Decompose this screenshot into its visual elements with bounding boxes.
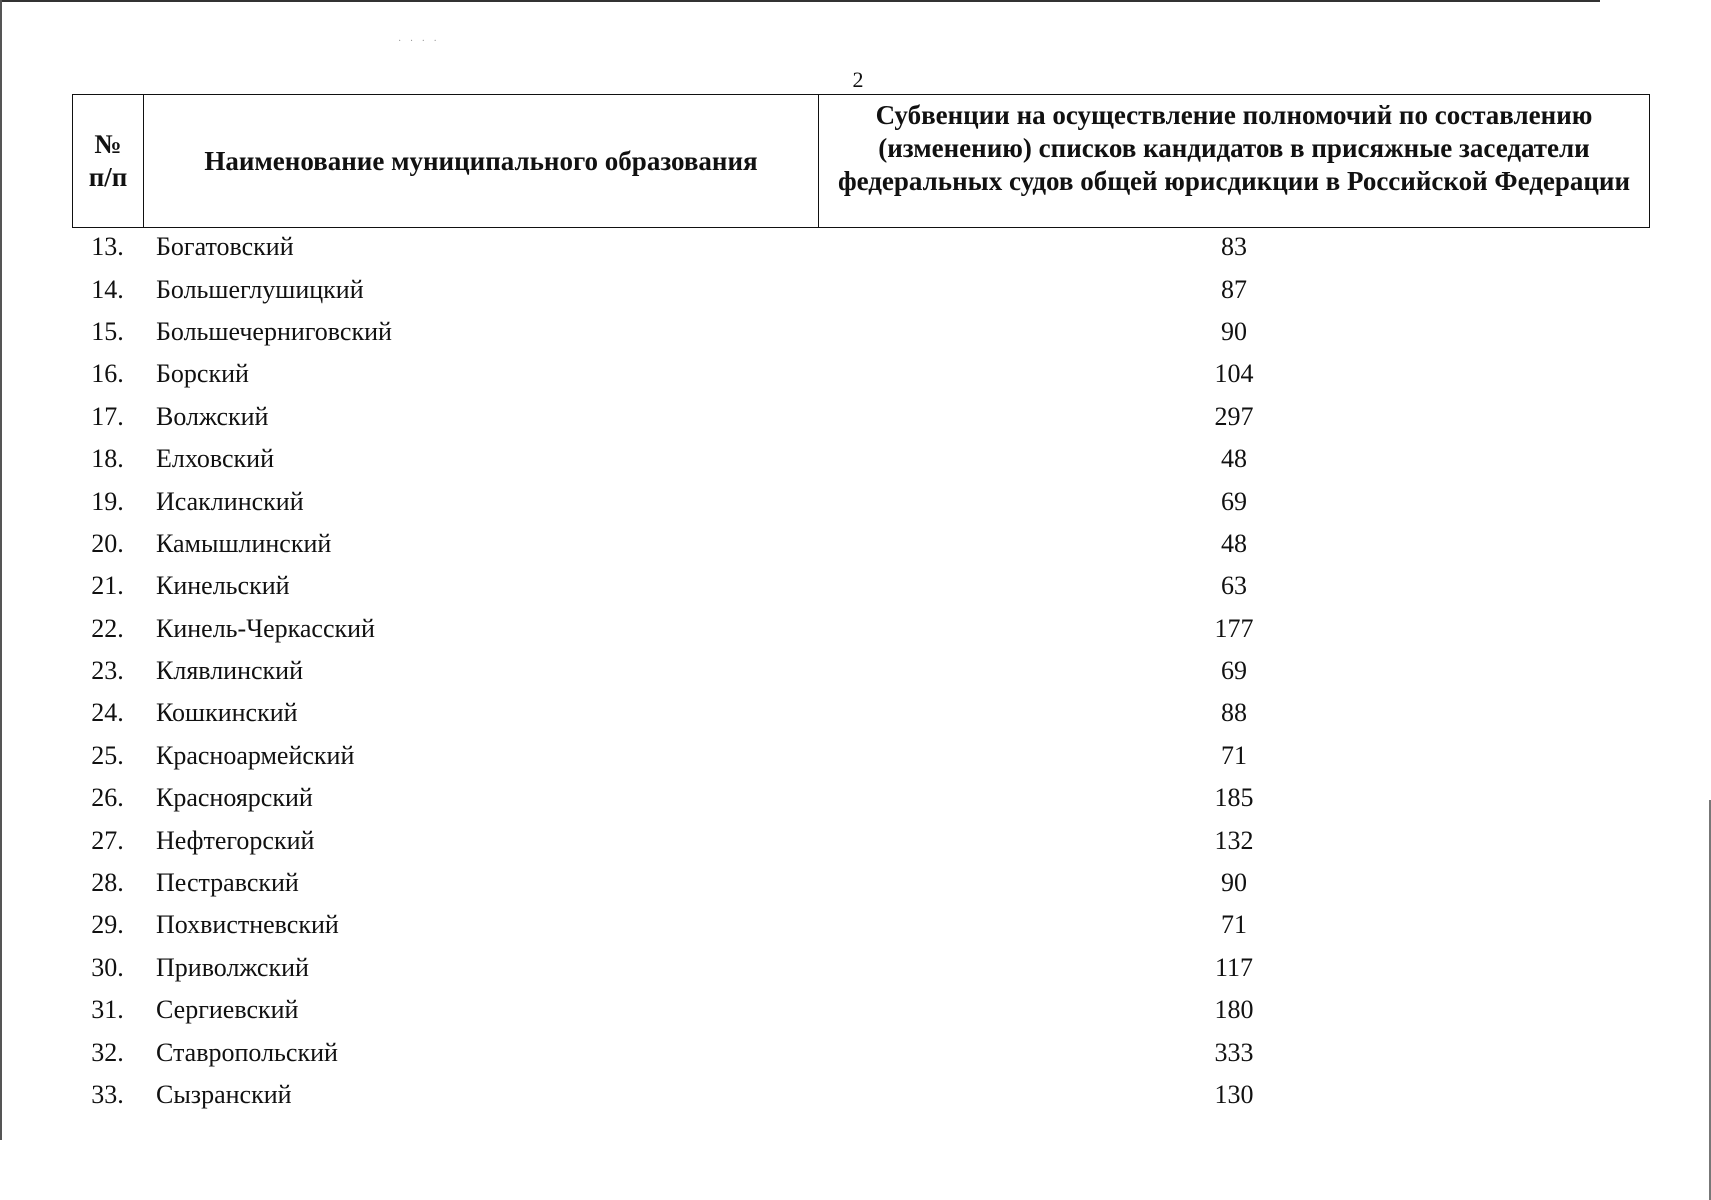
- row-number: 14.: [91, 274, 124, 304]
- row-municipality-name: Красноармейский: [156, 740, 355, 770]
- row-municipality-name: Нефтегорский: [156, 825, 315, 855]
- table-row: [72, 1031, 1650, 1073]
- row-number: 25.: [91, 740, 124, 770]
- row-subvention-value: 177: [1214, 613, 1254, 643]
- row-municipality-name: Кошкинский: [156, 698, 298, 728]
- table-row: [72, 438, 1650, 480]
- table-row: [72, 523, 1650, 565]
- row-subvention-value: 83: [1221, 232, 1247, 262]
- row-municipality-name: Сергиевский: [156, 995, 299, 1025]
- table-row: [72, 989, 1650, 1031]
- scan-noise: · · · ·: [398, 36, 440, 47]
- table-row: [72, 650, 1650, 692]
- table-row: [72, 904, 1650, 946]
- row-number: 32.: [91, 1037, 124, 1067]
- row-municipality-name: Похвистневский: [156, 910, 339, 940]
- row-subvention-value: 130: [1214, 1080, 1254, 1109]
- row-number: 27.: [91, 825, 124, 855]
- header-number: [73, 95, 144, 227]
- row-municipality-name: Красноярский: [156, 783, 313, 813]
- table-row: [72, 608, 1650, 650]
- row-number: 18.: [91, 444, 124, 474]
- row-subvention-value: 132: [1214, 825, 1254, 855]
- row-municipality-name: Большечерниговский: [156, 316, 392, 346]
- table-row: [72, 777, 1650, 819]
- row-number: 16.: [91, 359, 124, 389]
- row-municipality-name: Пестравский: [156, 868, 299, 898]
- table-row: [72, 1074, 1650, 1116]
- header-subvention-label: Субвенции на осуществление полномочий по составлению (изменению) списков кандидатов в присяжные заседатели федеральных судов общей юрисдикции в Российской Федерации: [837, 100, 1631, 196]
- table-row: [72, 353, 1650, 395]
- table-row: [72, 311, 1650, 353]
- row-subvention-value: 297: [1214, 401, 1254, 431]
- row-subvention-value: 333: [1214, 1037, 1254, 1067]
- row-number: 26.: [91, 783, 124, 813]
- table-row: [72, 862, 1650, 904]
- row-subvention-value: 63: [1221, 571, 1247, 601]
- row-municipality-name: Исаклинский: [156, 486, 304, 516]
- table-row: [72, 480, 1650, 522]
- table-row: [72, 268, 1650, 310]
- table-row: [72, 565, 1650, 607]
- table-row: [72, 819, 1650, 861]
- table-row: [72, 226, 1650, 268]
- row-subvention-value: 90: [1221, 868, 1247, 898]
- scan-border-left: [0, 0, 2, 1140]
- row-number: 23.: [91, 656, 124, 686]
- row-number: 17.: [91, 401, 124, 431]
- row-subvention-value: 104: [1214, 359, 1254, 389]
- row-number: 28.: [91, 868, 124, 898]
- row-subvention-value: 69: [1221, 656, 1247, 686]
- row-number: 13.: [91, 232, 124, 262]
- page-number: 2: [852, 67, 864, 92]
- header-name: [144, 95, 819, 227]
- header-subvention: [819, 95, 1649, 227]
- table-row: [72, 692, 1650, 734]
- row-municipality-name: Сызранский: [156, 1080, 292, 1109]
- row-municipality-name: Елховский: [156, 444, 274, 474]
- row-municipality-name: Кинель-Черкасский: [156, 613, 375, 643]
- row-subvention-value: 180: [1214, 995, 1254, 1025]
- header-name-label: Наименование муниципального образования: [204, 145, 758, 176]
- row-municipality-name: Ставропольский: [156, 1037, 338, 1067]
- row-subvention-value: 48: [1221, 528, 1247, 558]
- table-row: [72, 947, 1650, 989]
- table-body: [72, 226, 1650, 1116]
- row-number: 22.: [91, 613, 124, 643]
- row-number: 30.: [91, 952, 124, 982]
- row-municipality-name: Большеглушицкий: [156, 274, 364, 304]
- table-row: [72, 735, 1650, 777]
- row-subvention-value: 185: [1214, 783, 1254, 813]
- scan-border-top: [0, 0, 1600, 2]
- row-subvention-value: 90: [1221, 316, 1247, 346]
- row-municipality-name: Камышлинский: [156, 528, 332, 558]
- row-subvention-value: 88: [1221, 698, 1247, 728]
- row-subvention-value: 71: [1221, 910, 1247, 940]
- row-subvention-value: 48: [1221, 444, 1247, 474]
- row-number: 29.: [91, 910, 124, 940]
- row-number: 21.: [91, 571, 124, 601]
- row-municipality-name: Богатовский: [156, 232, 294, 262]
- row-subvention-value: 87: [1221, 274, 1247, 304]
- row-municipality-name: Кинельский: [156, 571, 290, 601]
- row-municipality-name: Приволжский: [156, 952, 309, 982]
- row-number: 31.: [91, 995, 124, 1025]
- row-municipality-name: Клявлинский: [156, 656, 304, 686]
- row-subvention-value: 69: [1221, 486, 1247, 516]
- row-subvention-value: 71: [1221, 740, 1247, 770]
- row-number: 33.: [91, 1080, 124, 1109]
- header-number-label: № п/п: [88, 129, 128, 192]
- row-number: 20.: [91, 528, 124, 558]
- row-subvention-value: 117: [1214, 952, 1254, 982]
- table-header: [72, 94, 1650, 228]
- row-municipality-name: Борский: [156, 359, 249, 389]
- row-number: 15.: [91, 316, 124, 346]
- row-number: 24.: [91, 698, 124, 728]
- row-number: 19.: [91, 486, 124, 516]
- row-municipality-name: Волжский: [156, 401, 269, 431]
- table-row: [72, 396, 1650, 438]
